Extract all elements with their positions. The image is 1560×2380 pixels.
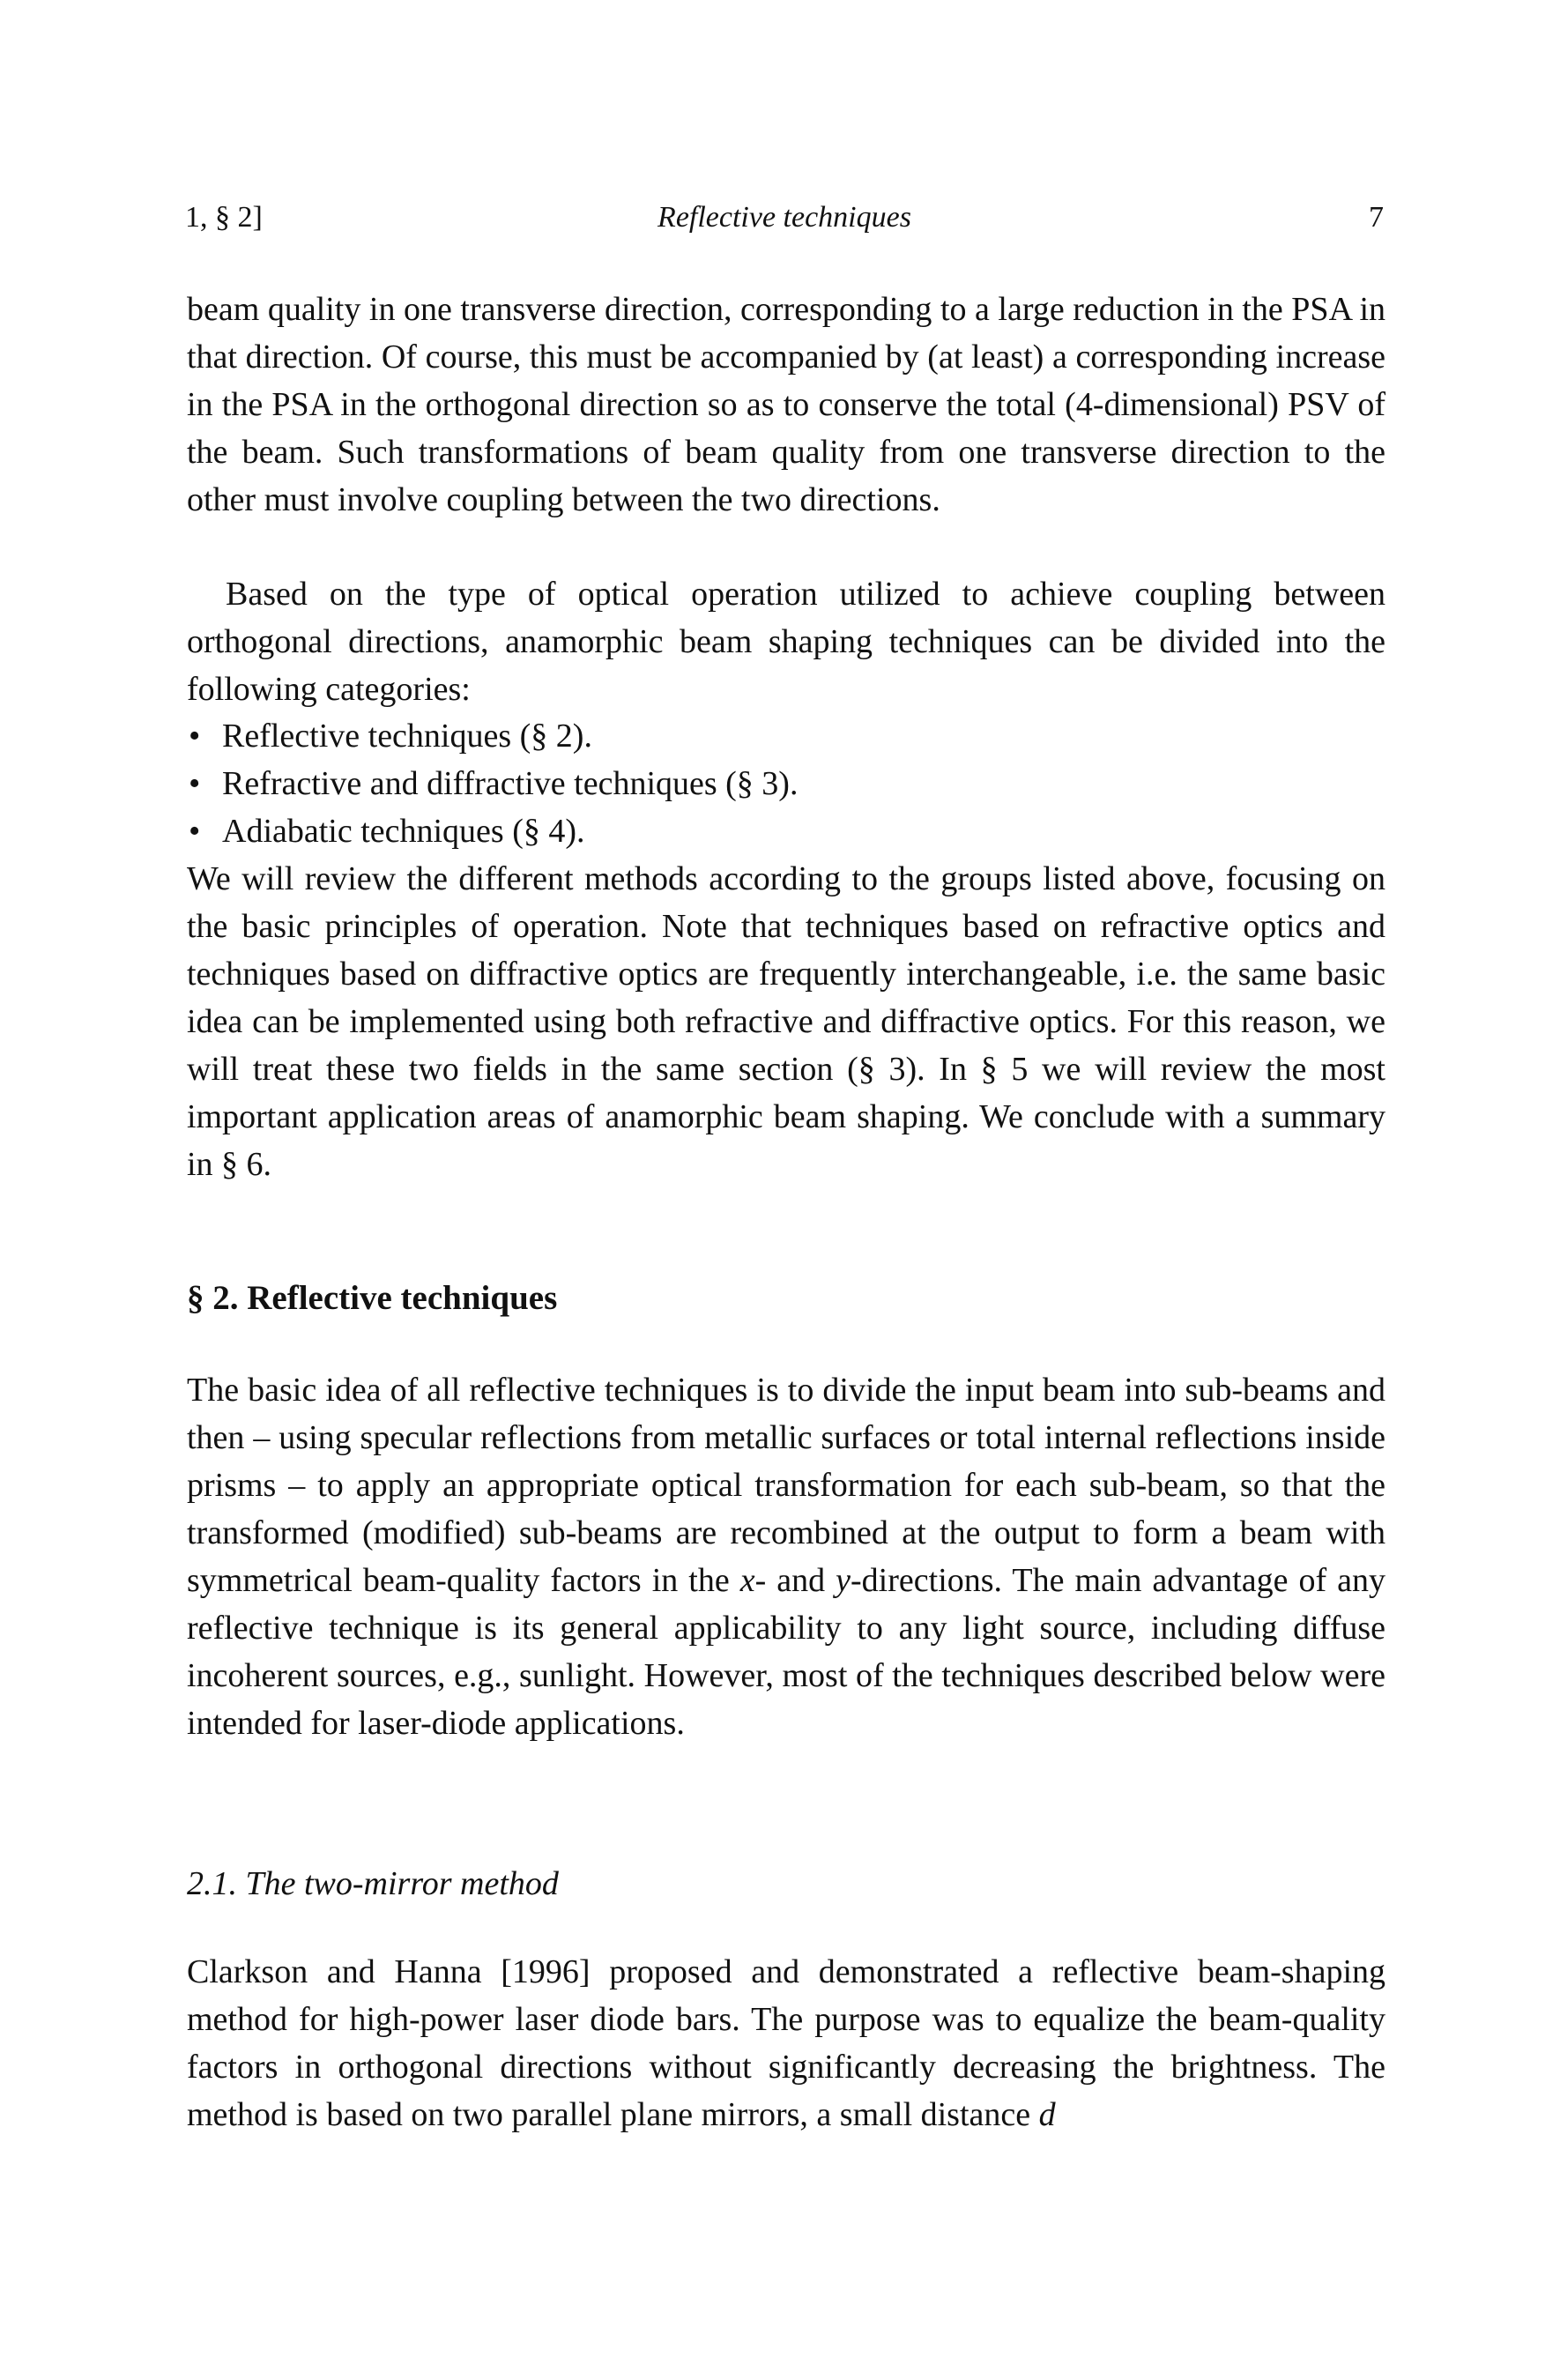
page-number: 7 [1369, 201, 1384, 234]
list-item-text: Reflective techniques (§ 2). [222, 718, 592, 755]
running-title: Reflective techniques [657, 201, 911, 234]
list-item-text: Adiabatic techniques (§ 4). [222, 813, 585, 850]
paragraph-text [187, 1366, 1385, 1747]
text-run: The basic idea of all reflective techniques is to divide the input beam into sub-beams and then – using specular reflections from metallic surfaces or total internal reflections inside prisms – to apply an appropriate optical transformation for each sub-beam, so that the transformed (modified) sub-beams are recombined at the output to form a beam with symmetrical beam-quality factors in the [187, 1372, 1385, 1599]
math-variable-y: y [836, 1562, 851, 1599]
math-variable-d: d [1038, 2096, 1056, 2133]
paragraph-text: beam quality in one transverse direction, corresponding to a large reduction in the PSA in that direction. Of course, this must be accompanied by (at least) a corresponding increase in the PSA in the orthogonal direction so as to conserve the total (4-dimensional) PSV of the beam. Such transformations of beam quality from one transverse direction to the other must involve coupling between the two directions. [187, 291, 1385, 518]
text-run: Clarkson and Hanna [1996] proposed and demonstrated a reflective beam-shaping method for high-power laser diode bars. The purpose was to equalize the beam-quality factors in orthogonal directions without significantly decreasing the brightness. The method is based on two parallel plane mirrors, a small distance [187, 1953, 1385, 2133]
paragraph-two-mirror-method [187, 1948, 1385, 2138]
paragraph-text [187, 1948, 1385, 2138]
running-head [185, 201, 1384, 240]
chapter-section-ref: 1, § 2] [185, 201, 263, 234]
subsection-heading: 2.1. The two-mirror method [187, 1865, 559, 1902]
list-item-text: Refractive and diffractive techniques (§ 3). [222, 765, 799, 802]
paragraph-continuation [187, 286, 1385, 524]
list-item [187, 807, 1385, 855]
paragraph-text: Based on the type of optical operation utilized to achieve coupling between orthogonal directions, anamorphic beam shaping techniques can be divided into the following categories: [187, 576, 1385, 708]
text-run: -directions. The main advantage of any reflective technique is its general applicability to any light source, including diffuse incoherent sources, e.g., sunlight. However, most of the techniques described below were intended for laser-diode applications. [187, 1562, 1385, 1742]
math-variable-x: x [739, 1562, 755, 1599]
paragraph-categories-intro [187, 570, 1385, 713]
list-item [187, 760, 1385, 807]
list-item [187, 712, 1385, 760]
paragraph-reflective-intro [187, 1366, 1385, 1747]
paragraph-review-plan [187, 855, 1385, 1188]
text-run: - and [754, 1562, 836, 1599]
bullet-marker: • [189, 765, 201, 802]
paragraph-text: We will review the different methods according to the groups listed above, focusing on the basic principles of operation. Note that techniques based on refractive optics and techniques based on diffractive optics are frequently interchangeable, i.e. the same basic idea can be implemented using both refractive and diffractive optics. For this reason, we will treat these two fields in the same section (§ 3). In § 5 we will review the most important application areas of anamorphic beam shaping. We conclude with a summary in § 6. [187, 860, 1385, 1183]
bullet-marker: • [189, 813, 201, 850]
section-heading: § 2. Reflective techniques [187, 1279, 558, 1317]
category-list [187, 712, 1385, 855]
bullet-marker: • [189, 718, 201, 755]
